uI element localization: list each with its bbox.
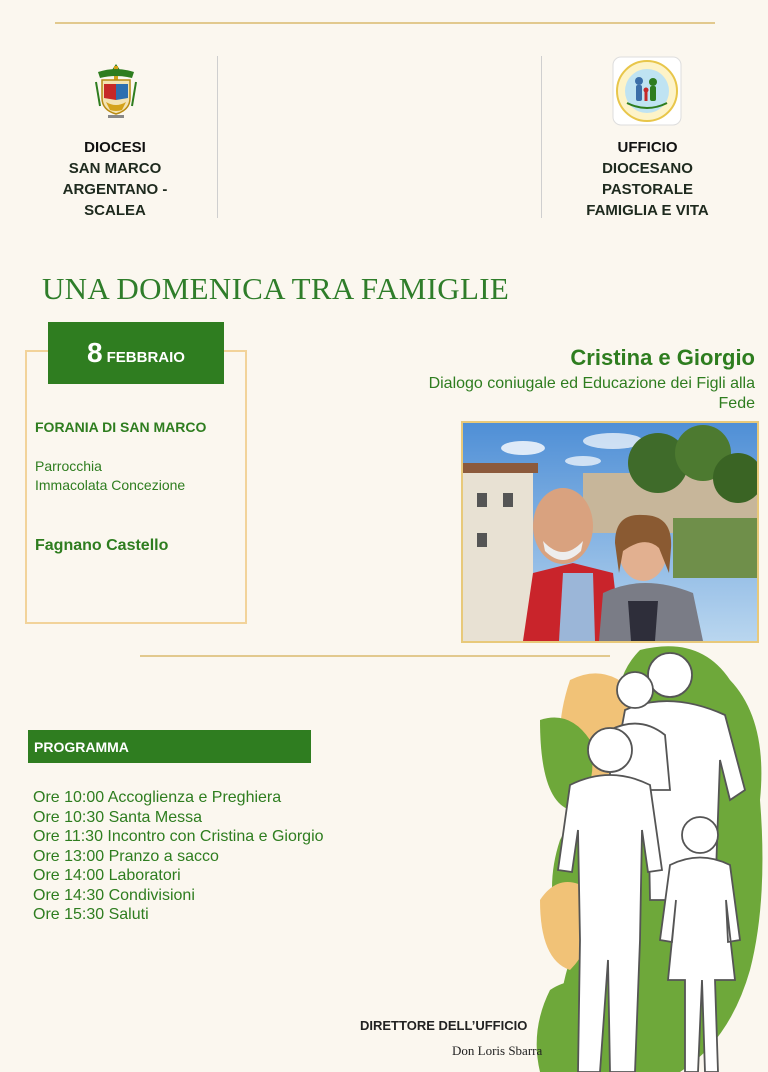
parish-line-1: Parrocchia: [35, 458, 102, 474]
program-item: Ore 10:30 Santa Messa: [33, 808, 202, 826]
office-name: [570, 137, 725, 221]
parish-line-2: Immacolata Concezione: [35, 477, 186, 493]
office-line-2: DIOCESANO: [602, 160, 693, 177]
diocese-name: [40, 137, 190, 221]
office-line-1: UFFICIO: [617, 139, 678, 156]
diocese-coat-of-arms-icon: [92, 62, 140, 120]
event-day: 8: [87, 337, 103, 368]
program-item: Ore 13:00 Pranzo a sacco: [33, 847, 219, 865]
family-illustration: [530, 640, 768, 1072]
header-divider-right: [541, 56, 542, 218]
program-item: Ore 15:30 Saluti: [33, 906, 149, 923]
diocese-line-3: ARGENTANO -: [62, 181, 168, 198]
speakers-names: Cristina e Giorgio: [570, 345, 755, 370]
program-item: Ore 11:30 Incontro con Cristina e Giorgio: [33, 828, 324, 845]
director-name: Don Loris Sbarra: [452, 1043, 543, 1058]
header-divider-left: [217, 56, 218, 218]
office-line-3: PASTORALE: [601, 181, 694, 198]
event-month: FEBBRAIO: [106, 349, 185, 366]
program-list: [33, 788, 324, 925]
program-item: Ore 14:30 Condivisioni: [33, 886, 195, 904]
event-date-badge: [48, 322, 224, 384]
talk-topic-line-2: Fede: [718, 395, 755, 412]
director-role: DIRETTORE DELL’UFFICIO: [360, 1018, 528, 1033]
diocese-line-4: SCALEA: [84, 202, 146, 219]
parish-label: [35, 457, 185, 495]
talk-topic: [360, 374, 755, 414]
family-office-logo-icon: [611, 55, 683, 127]
speakers-photo: [461, 421, 759, 643]
program-item: Ore 14:00 Laboratori: [33, 867, 181, 884]
program-heading: PROGRAMMA: [28, 730, 311, 763]
top-divider: [55, 22, 715, 24]
town-label: Fagnano Castello: [35, 537, 169, 554]
page-title: UNA DOMENICA TRA FAMIGLIE: [42, 271, 510, 306]
talk-topic-line-1: Dialogo coniugale ed Educazione dei Figli alla: [428, 375, 755, 392]
diocese-line-1: DIOCESI: [84, 139, 146, 156]
forania-label: FORANIA DI SAN MARCO: [35, 419, 207, 435]
program-item: Ore 10:00 Accoglienza e Preghiera: [33, 789, 282, 806]
office-line-4: FAMIGLIA E VITA: [586, 202, 709, 219]
diocese-line-2: SAN MARCO: [68, 160, 162, 177]
